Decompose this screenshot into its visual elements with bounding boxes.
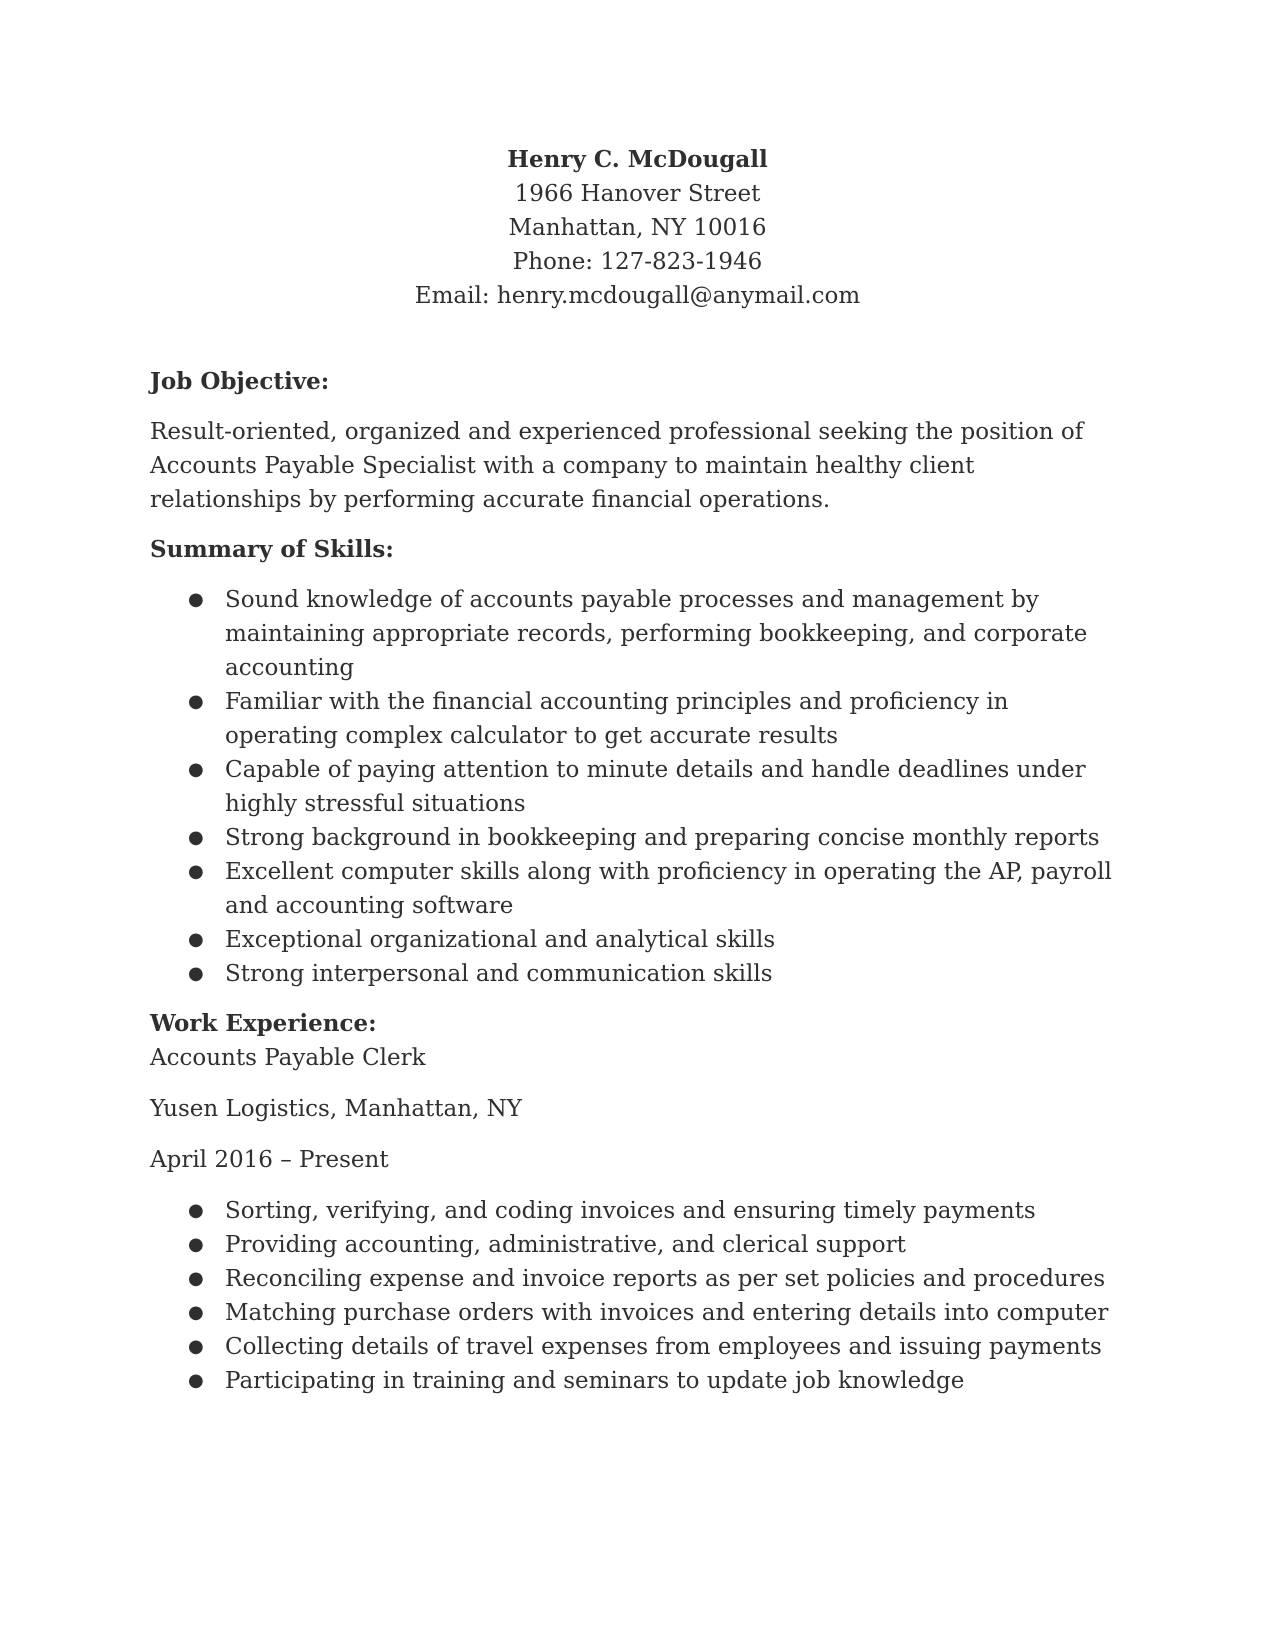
list-item: [150, 821, 1125, 855]
bullet-icon: ●: [188, 929, 204, 950]
bullet-icon: ●: [188, 1302, 204, 1323]
skill-text: Familiar with the financial accounting principles and proficiency in operating complex calculator to get accurate results: [225, 689, 1009, 749]
employment-dates: April 2016 – Present: [150, 1147, 389, 1173]
list-item: [150, 685, 1125, 753]
duties-list: [150, 1194, 1125, 1398]
list-item: [150, 1296, 1125, 1330]
list-item: [150, 583, 1125, 685]
duty-text: Matching purchase orders with invoices and entering details into computer: [225, 1300, 1109, 1326]
bullet-icon: ●: [188, 1200, 204, 1221]
duty-text: Reconciling expense and invoice reports as per set policies and procedures: [225, 1266, 1106, 1292]
objective-heading: Job Objective:: [150, 368, 330, 395]
company-location: Yusen Logistics, Manhattan, NY: [150, 1096, 522, 1122]
email-address: Email: henry.mcdougall@anymail.com: [414, 283, 861, 309]
list-item: [150, 753, 1125, 821]
bullet-icon: ●: [188, 759, 204, 780]
bullet-icon: ●: [188, 827, 204, 848]
skill-text: Strong interpersonal and communication skills: [225, 961, 773, 987]
skill-text: Strong background in bookkeeping and preparing concise monthly reports: [225, 825, 1100, 851]
duty-text: Collecting details of travel expenses from employees and issuing payments: [225, 1334, 1102, 1360]
skills-list: [150, 583, 1125, 991]
bullet-icon: ●: [188, 861, 204, 882]
work-heading: Work Experience:: [150, 1010, 377, 1037]
objective-text: Result-oriented, organized and experienced professional seeking the position of Accounts Payable Specialist with a company to maintain healthy client relationships by performing accurate financial operations.: [150, 419, 1084, 513]
skill-text: Excellent computer skills along with proficiency in operating the AP, payroll and accounting software: [225, 859, 1112, 919]
contact-header: [0, 143, 1275, 313]
skill-text: Sound knowledge of accounts payable processes and management by maintaining appropriate records, performing bookkeeping, and corporate accounting: [225, 587, 1088, 681]
bullet-icon: ●: [188, 1268, 204, 1289]
duty-text: Sorting, verifying, and coding invoices and ensuring timely payments: [225, 1198, 1036, 1224]
bullet-icon: ●: [188, 1370, 204, 1391]
bullet-icon: ●: [188, 1234, 204, 1255]
list-item: [150, 1364, 1125, 1398]
city-state-zip: Manhattan, NY 10016: [508, 215, 767, 241]
list-item: [150, 1228, 1125, 1262]
skill-text: Exceptional organizational and analytical skills: [225, 927, 776, 953]
candidate-name: Henry C. McDougall: [507, 146, 768, 173]
duty-text: Providing accounting, administrative, and clerical support: [225, 1232, 906, 1258]
skill-text: Capable of paying attention to minute details and handle deadlines under highly stressful situations: [225, 757, 1086, 817]
skills-heading: Summary of Skills:: [150, 536, 394, 563]
bullet-icon: ●: [188, 963, 204, 984]
job-title: Accounts Payable Clerk: [150, 1045, 426, 1071]
bullet-icon: ●: [188, 1336, 204, 1357]
list-item: [150, 1262, 1125, 1296]
list-item: [150, 855, 1125, 923]
street-address: 1966 Hanover Street: [514, 181, 761, 207]
phone-number: Phone: 127-823-1946: [512, 249, 763, 275]
list-item: [150, 923, 1125, 957]
list-item: [150, 1330, 1125, 1364]
bullet-icon: ●: [188, 589, 204, 610]
list-item: [150, 1194, 1125, 1228]
bullet-icon: ●: [188, 691, 204, 712]
list-item: [150, 957, 1125, 991]
duty-text: Participating in training and seminars to update job knowledge: [225, 1368, 965, 1394]
resume-content: [150, 143, 1125, 1398]
